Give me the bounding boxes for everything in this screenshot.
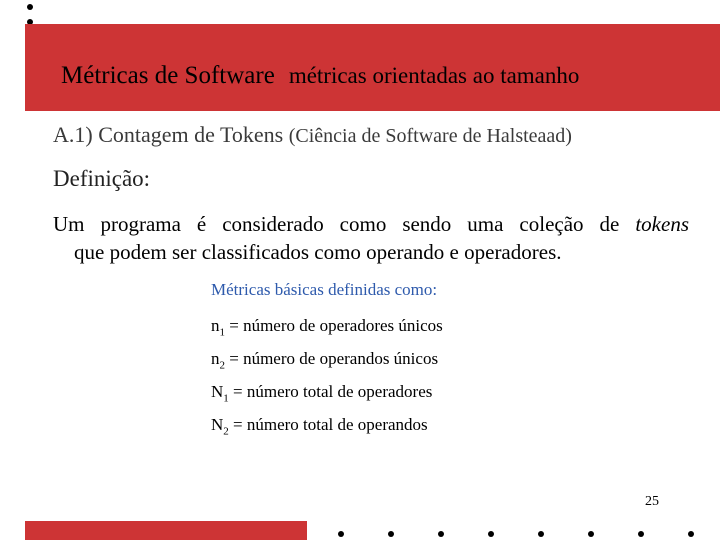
definition-line-1-text: Um programa é considerado como sendo uma coleção de [53,212,636,236]
definition-heading: Definição: [53,166,151,191]
decor-dot [438,531,444,537]
metric-item [211,413,443,446]
metrics-list [211,280,443,446]
metric-symbol: N [211,415,224,434]
decor-dot [688,531,694,537]
metric-symbol: n [211,349,220,368]
metric-definition: = número de operandos únicos [225,349,439,368]
page-number: 25 [645,494,659,509]
subtitle-main: A.1) Contagem de Tokens [53,122,284,147]
slide-title [61,62,579,90]
metric-item [211,380,443,413]
metric-symbol: N [211,382,224,401]
decor-dot [27,4,33,10]
decor-dot [638,531,644,537]
section-subtitle [53,122,572,148]
metrics-intro: Métricas básicas definidas como: [211,280,438,299]
subtitle-parenthetical: (Ciência de Software de Halsteaad) [288,125,572,147]
decor-dot [388,531,394,537]
metric-item [211,314,443,347]
definition-text [53,210,689,266]
metric-subscript: 2 [219,359,225,372]
slide-title-main: Métricas de Software [61,62,275,89]
decor-dot [538,531,544,537]
definition-line-2: que podem ser classificados como operando e operadores. [74,240,562,264]
definition-line-1 [53,210,689,238]
decor-dot [588,531,594,537]
metric-definition: = número total de operadores [228,382,433,401]
metric-subscript: 1 [219,326,225,339]
metric-symbol: n [211,316,220,335]
metric-item [211,347,443,380]
metric-definition: = número total de operandos [228,415,428,434]
slide-title-sub: métricas orientadas ao tamanho [288,63,580,88]
footer-bar [25,521,307,540]
metric-subscript: 1 [223,392,229,405]
decor-dot [488,531,494,537]
definition-tokens-emphasis: tokens [635,212,689,236]
metric-definition: = número de operadores únicos [225,316,443,335]
metric-subscript: 2 [223,425,229,438]
decor-dot [338,531,344,537]
